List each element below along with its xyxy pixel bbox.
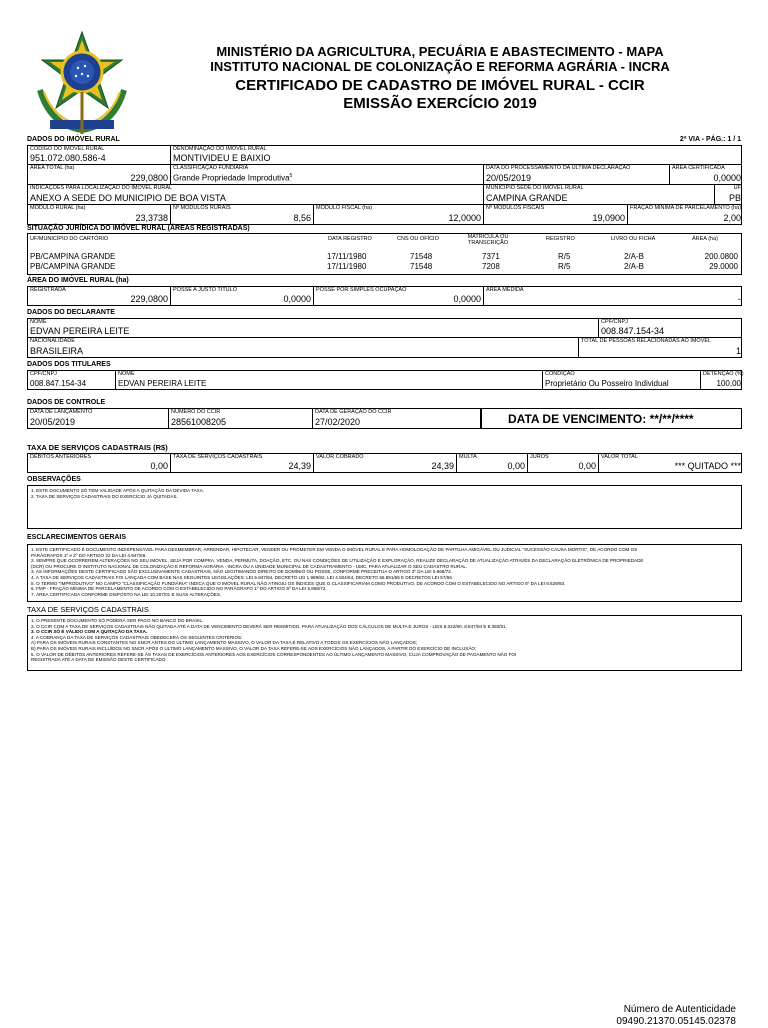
declarante-nome-label: NOME bbox=[30, 319, 47, 325]
situacao-header-cns: CNS OU OFÍCIO bbox=[397, 236, 439, 242]
detencao-value: 100,00 bbox=[716, 379, 741, 388]
document-title: CERTIFICADO DE CADASTRO DE IMÓVEL RURAL - CCIR bbox=[235, 77, 645, 94]
valor-cobrado-value: 24,39 bbox=[431, 461, 454, 471]
denominacao-value: MONTIVIDEU E BAIXIO bbox=[173, 153, 271, 163]
multa-label: MULTA bbox=[459, 454, 477, 460]
row-area-total bbox=[27, 165, 742, 185]
detencao-label: DETENÇÃO (%) bbox=[703, 371, 744, 377]
n-modulos-rurais-value: 8,56 bbox=[293, 213, 311, 223]
list-item: 2. TAXA DE SERVIÇOS CADASTRAIS DO EXERCÍCIO JÁ QUITADAS. bbox=[31, 493, 178, 499]
valor-total-value: *** QUITADO *** bbox=[674, 461, 741, 471]
row2-matricula: 7208 bbox=[482, 262, 500, 271]
municipio-value: CAMPINA GRANDE bbox=[486, 193, 568, 203]
modulo-rural-value: 23,3738 bbox=[135, 213, 168, 223]
titular-nome-value: EDVAN PEREIRA LEITE bbox=[118, 379, 207, 388]
section-taxa: TAXA DE SERVIÇOS CADASTRAIS (R$) bbox=[27, 443, 168, 452]
modulo-fiscal-label: MÓDULO FISCAL (ha) bbox=[316, 205, 373, 211]
codigo-value: 951.072.080.586-4 bbox=[30, 153, 106, 163]
lancamento-label: DATA DE LANÇAMENTO bbox=[30, 409, 93, 415]
situacao-header-livro: LIVRO OU FICHA bbox=[611, 236, 656, 242]
section-esclarecimentos: ESCLARECIMENTOS GERAIS bbox=[27, 534, 127, 541]
n-modulos-fiscais-label: Nº MÓDULOS FISCAIS bbox=[486, 205, 545, 211]
area-medida-label: ÁREA MEDIDA bbox=[486, 287, 524, 293]
row-codigo bbox=[27, 145, 742, 165]
row1-livro: 2/A-B bbox=[624, 252, 645, 261]
list-item: (DCR) OU PROCURE O INSTITUTO NACIONAL DE COLONIZAÇÃO E REFORMA AGRÁRIA - INCRA OU A UNIDADE MUNICIPAL DE CADASTRAMENTO - UMC, PARA ATUALIZAR O SEU CADASTRO RURAL. bbox=[31, 563, 468, 569]
classificacao-label: CLASSIFICAÇÃO FUNDIÁRIA bbox=[173, 165, 249, 171]
titular-cpf-value: 008.847.154-34 bbox=[30, 379, 87, 388]
modulo-fiscal-value: 12,0000 bbox=[448, 213, 481, 223]
data-processamento-label: DATA DO PROCESSAMENTO DA ÚLTIMA DECLARAÇÃO bbox=[486, 165, 631, 171]
section-area: ÁREA DO IMÓVEL RURAL (ha) bbox=[27, 277, 129, 284]
row-modulos bbox=[27, 205, 742, 225]
geracao-label: DATA DE GERAÇÃO DO CCIR bbox=[315, 409, 392, 415]
condicao-value: Proprietário Ou Posseiro Individual bbox=[545, 379, 669, 388]
total-pessoas-label: TOTAL DE PESSOAS RELACIONADAS AO IMÓVEL bbox=[581, 338, 712, 344]
list-item: 1. ESTE CERTIFICADO É DOCUMENTO INDISPENSÁVEL PARA DESMEMBRAR, ARRENDAR, HIPOTECAR, VENDER OU PROMETER EM VENDA O IMÓVEL RURAL E PARA HOMOLOGAÇÃO DE PARTILHA AMIGÁVEL OU JUDICIAL "SUCESSÃO CAUSA MORTIS", DE ACORDO COM OS bbox=[31, 547, 638, 552]
n-modulos-rurais-label: Nº MÓDULOS RURAIS bbox=[173, 205, 231, 211]
area-total-value: 229,0800 bbox=[130, 173, 168, 183]
n-modulos-fiscais-value: 19,0900 bbox=[592, 213, 625, 223]
multa-value: 0,00 bbox=[507, 461, 525, 471]
row-titular bbox=[27, 370, 742, 390]
situacao-header-uf: UF/MUNICÍPIO DO CARTÓRIO bbox=[30, 236, 109, 242]
nacionalidade-value: BRASILEIRA bbox=[30, 346, 84, 356]
ccir-label: NÚMERO DO CCIR bbox=[171, 409, 221, 415]
list-item: A) PARA OS IMÓVEIS RURAIS CONSTANTES NO SNCR ANTES DO ÚLTIMO LANÇAMENTO MASSIVO, O VALOR DA TAXA É RELATIVO A TODOS OS EXERCÍCIOS NÃO LANÇADOS; bbox=[31, 640, 418, 646]
section-observacoes: OBSERVAÇÕES bbox=[27, 476, 81, 483]
header-ministerio: MINISTÉRIO DA AGRICULTURA, PECUÁRIA E ABASTECIMENTO - MAPA bbox=[216, 44, 664, 59]
data-processamento-value: 20/05/2019 bbox=[486, 173, 532, 183]
fmp-value: 2,00 bbox=[723, 213, 741, 223]
ccir-value: 28561008205 bbox=[171, 417, 227, 427]
nacionalidade-label: NACIONALIDADE bbox=[30, 338, 75, 344]
row2-cartorio: PB/CAMPINA GRANDE bbox=[30, 262, 116, 271]
list-item: 3. O CCIR SÓ É VÁLIDO COM A QUITAÇÃO DA TAXA. bbox=[31, 629, 148, 635]
row-declarante-nac bbox=[27, 338, 742, 358]
row1-area: 200.0800 bbox=[704, 252, 738, 261]
area-certificada-value: 0,0000 bbox=[713, 173, 741, 183]
titular-nome-label: NOME bbox=[118, 371, 135, 377]
row2-registro: R/5 bbox=[558, 262, 571, 271]
section-declarante: DADOS DO DECLARANTE bbox=[27, 309, 115, 316]
denominacao-label: DENOMINAÇÃO DO IMÓVEL RURAL bbox=[173, 146, 267, 152]
total-pessoas-value: 1 bbox=[735, 346, 741, 356]
registrada-value: 229,0800 bbox=[130, 294, 168, 304]
situacao-header-area: ÁREA (ha) bbox=[692, 236, 718, 242]
list-item: REGISTRADA ATÉ A DATA DE EMISSÃO DESTE CERTIFICADO. bbox=[31, 657, 167, 663]
debitos-label: DÉBITOS ANTERIORES bbox=[30, 454, 92, 460]
autenticidade-value: 09490.21370.05145.02378 bbox=[616, 1016, 736, 1027]
autenticidade-block bbox=[616, 1004, 736, 1028]
juros-value: 0,00 bbox=[578, 461, 596, 471]
situacao-header-data: DATA REGISTRO bbox=[328, 236, 372, 242]
situacao-table bbox=[27, 233, 742, 275]
classificacao-footnote: 5 bbox=[289, 173, 293, 180]
row-indicacoes bbox=[27, 185, 742, 205]
row-controle bbox=[27, 408, 742, 429]
autenticidade-label: Número de Autenticidade bbox=[623, 1004, 736, 1015]
titular-cpf-label: CPF/CNPJ bbox=[30, 371, 57, 377]
list-item: 4. A TAXA DE SERVIÇOS CADASTRAIS FOI LANÇADA COM BASE NAS SEGUINTES LEGISLAÇÕES: LEI 5.847/94, DECRETO LEI 1.989/82, LEI 4.504/64, DECRETO 55.891/65 E DECRETOS LEI 57/66. bbox=[31, 574, 454, 580]
row-taxa bbox=[27, 453, 742, 473]
classificacao-value: Grande Propriedade Improdutiva bbox=[173, 174, 290, 183]
declarante-cpf-value: 008.847.154-34 bbox=[601, 326, 665, 336]
list-item: 2. O CCIR COM A TAXA DE SERVIÇOS CADASTRAIS NÃO QUITADA ATÉ A DATA DE VENCIMENTO DEVERÁ SER REEMITIDO, PARA ATUALIZAÇÃO DOS CÁLCULOS DE MULTA E JUROS - LEIS 8.022/90, 8.847/94 E 8.383/91. bbox=[31, 623, 507, 629]
row2-area: 29.0000 bbox=[709, 262, 738, 271]
row-declarante-nome bbox=[27, 318, 742, 338]
codigo-label: CÓDIGO DO IMÓVEL RURAL bbox=[30, 146, 105, 152]
posse-simples-value: 0,0000 bbox=[453, 294, 481, 304]
document-subtitle: EMISSÃO EXERCÍCIO 2019 bbox=[343, 95, 537, 112]
taxa-info-box bbox=[27, 615, 742, 671]
condicao-label: CONDIÇÃO bbox=[545, 371, 575, 377]
fmp-label: FRAÇÃO MÍNIMA DE PARCELAMENTO (ha) bbox=[630, 205, 742, 211]
esclarecimentos-box bbox=[27, 544, 742, 602]
row1-cns: 71548 bbox=[410, 252, 433, 261]
declarante-nome-value: EDVAN PEREIRA LEITE bbox=[30, 326, 130, 336]
declarante-cpf-label: CPF/CNPJ bbox=[601, 319, 628, 325]
list-item: 5. O TERMO "IMPRODUTIVO" NO CAMPO "CLASSIFICAÇÃO FUNDIÁRIA" INDICA QUE O IMÓVEL RURAL NÃO ATINGIU OS ÍNDICES QUE O CLASSIFICARIAM COMO PRODUTIVO, DE ACORDO COM O ESTABELECIDO NO ARTIGO 6º DA LEI 8.629/93. bbox=[31, 580, 566, 586]
section-situacao: SITUAÇÃO JURÍDICA DO IMÓVEL RURAL (ÁREAS REGISTRADAS) bbox=[27, 225, 250, 232]
row1-registro: R/5 bbox=[558, 252, 571, 261]
taxa-servicos-label: TAXA DE SERVIÇOS CADASTRAIS bbox=[173, 454, 263, 460]
uf-value: PB bbox=[728, 193, 741, 203]
indicacoes-label: INDICAÇÕES PARA LOCALIZAÇÃO DO IMÓVEL RURAL bbox=[30, 185, 173, 191]
lancamento-value: 20/05/2019 bbox=[30, 417, 76, 427]
municipio-label: MUNICÍPIO SEDE DO IMÓVEL RURAL bbox=[486, 185, 584, 191]
indicacoes-value: ANEXO A SEDE DO MUNICIPIO DE BOA VISTA bbox=[30, 193, 226, 203]
taxa-servicos-value: 24,39 bbox=[288, 461, 311, 471]
brazil-coat-of-arms-icon bbox=[30, 30, 134, 138]
posse-justo-label: POSSE A JUSTO TÍTULO bbox=[173, 287, 237, 293]
header-incra: INSTITUTO NACIONAL DE COLONIZAÇÃO E REFORMA AGRÁRIA - INCRA bbox=[210, 59, 670, 74]
situacao-header-registro: REGISTRO bbox=[546, 236, 575, 242]
uf-label: UF bbox=[733, 185, 741, 191]
vencimento-value: **/**/**** bbox=[649, 412, 694, 426]
area-certificada-label: ÁREA CERTIFICADA bbox=[672, 165, 725, 171]
list-item: 4. A COBRANÇA DA TAXA DE SERVIÇOS CADASTRAIS OBEDECERÁ OS SEGUINTES CRITÉRIOS: bbox=[31, 634, 243, 640]
list-item: 5. O VALOR DE DÉBITOS ANTERIORES REFERE-SE ÀS TAXAS DE EXERCÍCIOS ANTERIORES AOS EXERCÍCIOS CORRESPONDENTES AO ÚLTIMO LANÇAMENTO MASSIVO, CUJA COMPROVAÇÃO DE PAGAMENTO NÃO FOI bbox=[31, 651, 517, 657]
row1-matricula: 7371 bbox=[482, 252, 500, 261]
row1-data: 17/11/1980 bbox=[327, 252, 367, 261]
area-medida-value: - bbox=[738, 294, 741, 304]
row2-data: 17/11/1980 bbox=[327, 262, 367, 271]
posse-simples-label: POSSE POR SIMPLES OCUPAÇÃO bbox=[316, 287, 407, 293]
area-total-label: ÁREA TOTAL (ha) bbox=[30, 165, 75, 171]
vencimento-label: DATA DE VENCIMENTO: bbox=[508, 412, 647, 426]
list-item: B) PARA OS IMÓVEIS RURAIS INCLUÍDOS NO SNCR APÓS O ÚLTIMO LANÇAMENTO MASSIVO, O VALOR DA TAXA REFERE-SE AOS EXERCÍCIOS NÃO LANÇADOS, A PARTIR DO EXERCÍCIO DE INCLUSÃO; bbox=[31, 645, 477, 651]
section-taxa-info: TAXA DE SERVIÇOS CADASTRAIS bbox=[27, 605, 149, 614]
modulo-rural-label: MÓDULO RURAL (ha) bbox=[30, 205, 86, 211]
section-controle: DADOS DE CONTROLE bbox=[27, 399, 106, 406]
via-page: 2ª VIA - PÁG.: 1 / 1 bbox=[679, 136, 741, 143]
list-item: 7. ÁREA CERTIFICADA CONFORME DISPOSTO NA LEI 10.267/01 E SUAS ALTERAÇÕES. bbox=[31, 591, 222, 597]
debitos-value: 0,00 bbox=[150, 461, 168, 471]
row2-cns: 71548 bbox=[410, 262, 433, 271]
valor-total-label: VALOR TOTAL bbox=[601, 454, 638, 460]
row-area bbox=[27, 286, 742, 306]
juros-label: JUROS bbox=[530, 454, 549, 460]
section-imovel: DADOS DO IMÓVEL RURAL bbox=[27, 136, 120, 143]
situacao-header-matricula: MATRÍCULA OU TRANSCRIÇÃO bbox=[467, 234, 509, 246]
row2-livro: 2/A-B bbox=[624, 262, 645, 271]
section-titulares: DADOS DOS TITULARES bbox=[27, 361, 111, 368]
valor-cobrado-label: VALOR COBRADO bbox=[316, 454, 364, 460]
list-item: 1. ESTE DOCUMENTO SÓ TEM VALIDADE APÓS A QUITAÇÃO DA DEVIDA TAXA. bbox=[31, 488, 205, 493]
observacoes-box bbox=[27, 485, 742, 529]
list-item: 3. AS INFORMAÇÕES DESTE CERTIFICADO SÃO EXCLUSIVAMENTE CADASTRAIS, NÃO LEGITIMANDO DIREITO DE DOMÍNIO OU POSSE, CONFORME PRECEITUA O ARTIGO 3º DA LEI 5.868/72. bbox=[31, 569, 452, 575]
list-item: 1. O PRESENTE DOCUMENTO SÓ PODERÁ SER PAGO NO BANCO DO BRASIL. bbox=[31, 618, 204, 623]
list-item: PARÁGRAFOS 1º e 2º DO ARTIGO 22 DA LEI 4.947/66. bbox=[31, 552, 147, 558]
list-item: 2. SEMPRE QUE OCORREREM ALTERAÇÕES NO SEU IMÓVEL, SEJA POR COMPRA, VENDA, PERMUTA, DOAÇÃO, ETC. OU NAS CONDIÇÕES DE UTILIZAÇÃO E EXPLORAÇÃO, REALIZE DECLARAÇÃO DE ATUALIZAÇÃO ATRAVÉS DA DECLARAÇÃO ELETRÔNICA DE PROPRIEDADE bbox=[31, 558, 644, 564]
list-item: 6. FMP - FRAÇÃO MÍNIMA DE PARCELAMENTO DE ACORDO COM O ESTABELECIDO NO PARÁGRAFO 1º DO ARTIGO 8º DA LEI 5.868/72. bbox=[31, 586, 327, 592]
row1-cartorio: PB/CAMPINA GRANDE bbox=[30, 252, 116, 261]
geracao-value: 27/02/2020 bbox=[315, 417, 361, 427]
posse-justo-value: 0,0000 bbox=[283, 294, 311, 304]
registrada-label: REGISTRADA bbox=[30, 287, 66, 293]
